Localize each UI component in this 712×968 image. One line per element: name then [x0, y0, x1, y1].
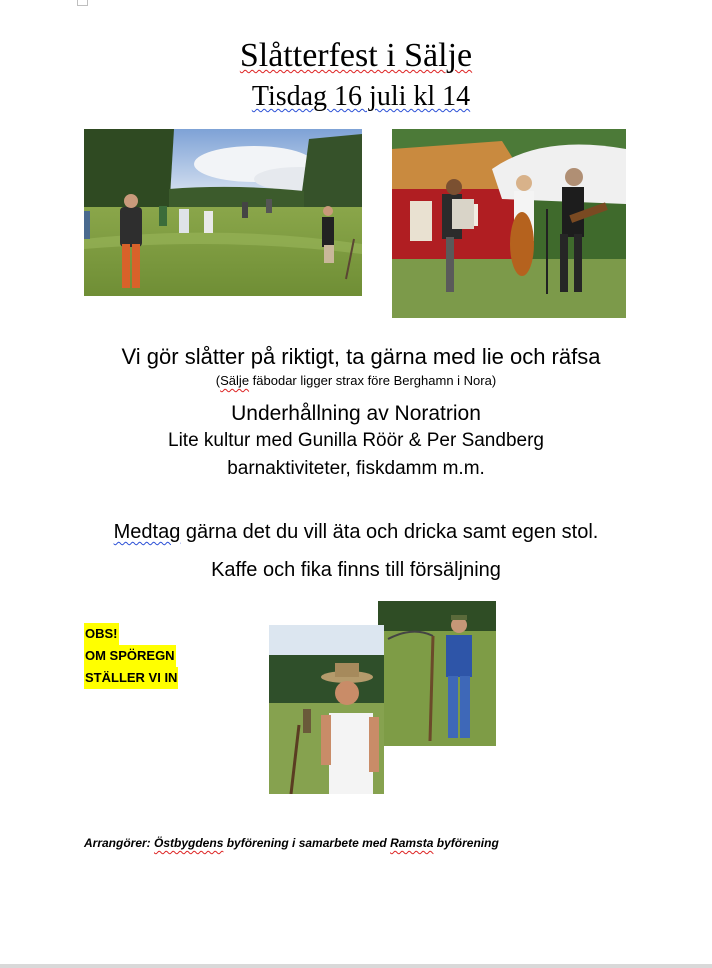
notice-line: STÄLLER VI IN	[84, 667, 178, 689]
page-subtitle: Tisdag 16 juli kl 14	[251, 81, 471, 112]
organizers-footer: Arrangörer: Östbygdens byförening i samarbete med Ramsta byförening	[84, 836, 499, 850]
culture-text: Lite kultur med Gunilla Röör & Per Sandberg	[168, 430, 544, 451]
coffee-text: Kaffe och fika finns till försäljning	[211, 559, 501, 581]
notice-line: OM SPÖREGN	[84, 645, 176, 667]
hat-man-photo	[269, 625, 384, 794]
page-title: Slåtterfest i Sälje	[239, 37, 473, 74]
location-note: (Sälje fäbodar ligger strax före Berghamn i Nora)	[215, 373, 497, 388]
activities-text: barnaktiviteter, fiskdamm m.m.	[227, 458, 485, 479]
page-corner-mark	[77, 0, 88, 6]
meadow-photo	[84, 129, 362, 296]
notice-line: OBS!	[84, 623, 119, 645]
entertainment-heading: Underhållning av Noratrion	[231, 402, 481, 425]
bring-food-text: Medtag gärna det du vill äta och dricka samt egen stol.	[113, 521, 599, 543]
scythe-man-photo	[378, 601, 496, 746]
page-bottom-edge	[0, 964, 712, 968]
band-photo	[392, 129, 626, 318]
rain-notice	[84, 623, 178, 689]
intro-text: Vi gör slåtter på riktigt, ta gärna med lie och räfsa	[121, 344, 601, 369]
